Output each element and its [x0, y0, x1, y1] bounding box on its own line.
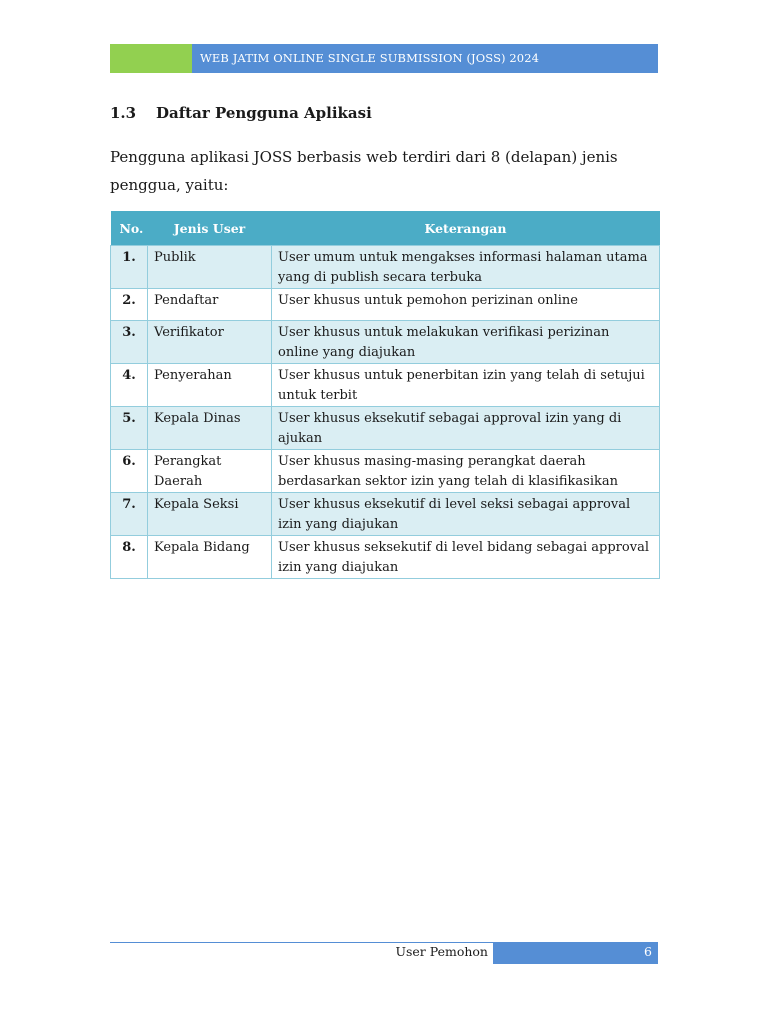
footer-label: User Pemohon — [395, 944, 488, 959]
table-row — [111, 246, 660, 289]
row-user-type: Penyerahan — [148, 364, 272, 407]
row-description: User umum untuk mengakses informasi halaman utama yang di publish secara terbuka — [272, 246, 660, 289]
row-number: 5. — [111, 407, 148, 450]
section-number: 1.3 — [110, 104, 137, 122]
table-header-row — [111, 211, 660, 246]
row-number: 7. — [111, 493, 148, 536]
row-description: User khusus untuk pemohon perizinan online — [272, 289, 660, 321]
row-description: User khusus untuk melakukan verifikasi perizinan online yang diajukan — [272, 321, 660, 364]
column-header-no: No. — [111, 211, 148, 246]
row-number: 4. — [111, 364, 148, 407]
row-user-type: Kepala Bidang — [148, 536, 272, 579]
column-header-keterangan: Keterangan — [272, 211, 660, 246]
row-number: 3. — [111, 321, 148, 364]
table-row — [111, 493, 660, 536]
table-row — [111, 407, 660, 450]
row-description: User khusus seksekutif di level bidang sebagai approval izin yang diajukan — [272, 536, 660, 579]
row-user-type: Kepala Seksi — [148, 493, 272, 536]
row-description: User khusus masing-masing perangkat daerah berdasarkan sektor izin yang telah di klasifikasikan — [272, 450, 660, 493]
header-title: WEB JATIM ONLINE SINGLE SUBMISSION (JOSS) 2024 — [192, 44, 658, 73]
section-heading — [110, 104, 372, 122]
table-row — [111, 289, 660, 321]
row-user-type: Publik — [148, 246, 272, 289]
row-user-type: Kepala Dinas — [148, 407, 272, 450]
row-number: 2. — [111, 289, 148, 321]
table-row — [111, 364, 660, 407]
intro-paragraph: Pengguna aplikasi JOSS berbasis web terdiri dari 8 (delapan) jenis penggua, yaitu: — [110, 148, 618, 194]
table-row — [111, 536, 660, 579]
table-row — [111, 450, 660, 493]
row-number: 6. — [111, 450, 148, 493]
header-accent-bar — [110, 44, 192, 73]
row-user-type: Verifikator — [148, 321, 272, 364]
page-number: 6 — [493, 942, 658, 964]
user-types-table — [110, 211, 660, 579]
column-header-jenis-user: Jenis User — [148, 211, 272, 246]
row-user-type: Pendaftar — [148, 289, 272, 321]
row-number: 8. — [111, 536, 148, 579]
row-description: User khusus eksekutif sebagai approval izin yang di ajukan — [272, 407, 660, 450]
table-row — [111, 321, 660, 364]
row-description: User khusus eksekutif di level seksi sebagai approval izin yang diajukan — [272, 493, 660, 536]
row-number: 1. — [111, 246, 148, 289]
page-header — [110, 44, 658, 73]
section-title: Daftar Pengguna Aplikasi — [156, 104, 372, 122]
row-description: User khusus untuk penerbitan izin yang telah di setujui untuk terbit — [272, 364, 660, 407]
row-user-type: Perangkat Daerah — [148, 450, 272, 493]
